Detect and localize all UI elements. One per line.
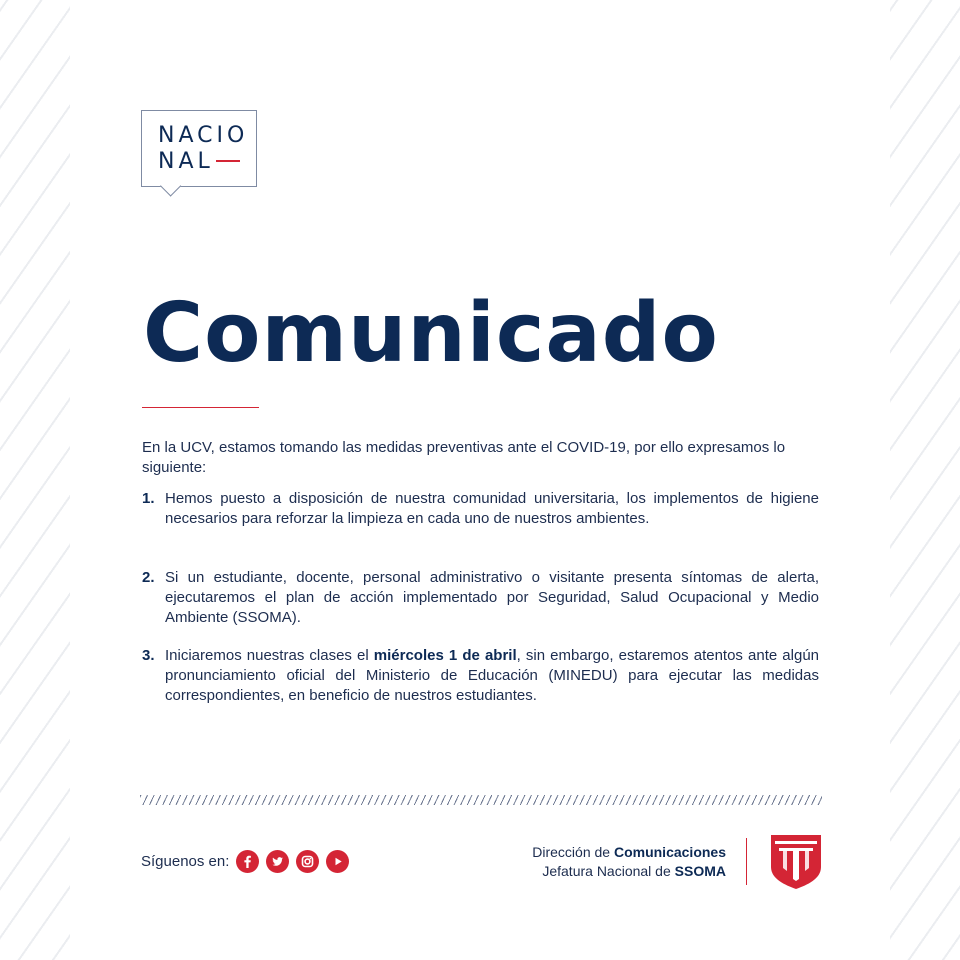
- credit-line-1-bold: Comunicaciones: [613, 844, 726, 860]
- credit-line-1-prefix: Dirección de: [532, 844, 614, 860]
- intro-paragraph: En la UCV, estamos tomando las medidas preventivas ante el COVID-19, por ello expresamos lo siguiente:: [142, 439, 786, 476]
- credit-line-2-bold: SSOMA: [674, 863, 726, 879]
- list-item: [142, 568, 819, 628]
- credit-line-2-prefix: Jefatura Nacional de: [542, 863, 675, 879]
- credit-line-ssoma: [500, 862, 726, 881]
- list-item-date-highlight: miércoles 1 de abril: [373, 647, 517, 664]
- logo-line-1: NACIO: [158, 123, 249, 148]
- list-item-number: 1.: [142, 490, 155, 507]
- facebook-icon[interactable]: [236, 850, 259, 873]
- list-item-text: [165, 646, 819, 706]
- list-item-text: Si un estudiante, docente, personal administrativo o visitante presenta síntomas de alerta, ejecutaremos el plan de acción implementado por Seguridad, Salud Ocupacional y Medio Ambiente (SSOMA).: [165, 569, 819, 626]
- right-pattern-decoration: [890, 0, 960, 960]
- logo-line-2: NAL: [158, 149, 214, 174]
- title-underline: [142, 407, 259, 408]
- twitter-icon[interactable]: [266, 850, 289, 873]
- youtube-icon[interactable]: [326, 850, 349, 873]
- logo-accent-dash: [216, 160, 240, 162]
- instagram-icon[interactable]: [296, 850, 319, 873]
- department-credits: [500, 843, 726, 881]
- list-item-text: Hemos puesto a disposición de nuestra comunidad universitaria, los implementos de higiene necesarios para reforzar la limpieza en cada uno de nuestros ambientes.: [165, 490, 819, 527]
- nacional-logo: [141, 110, 257, 187]
- footer-hatched-divider: [140, 795, 822, 805]
- list-item-number: 3.: [142, 647, 155, 664]
- footer-vertical-divider: [746, 838, 747, 885]
- list-item-number: 2.: [142, 569, 155, 586]
- list-item: [142, 489, 819, 529]
- left-pattern-decoration: [0, 0, 70, 960]
- credit-line-communications: [500, 843, 726, 862]
- ucv-shield-logo: [771, 833, 821, 889]
- list-item-text-start: Iniciaremos nuestras clases el: [165, 647, 374, 664]
- list-item: [142, 646, 819, 706]
- page-title: Comunicado: [143, 286, 719, 381]
- social-follow-bar: [141, 849, 356, 873]
- list-item-text-end: , sin embargo, estaremos atentos ante algún pronunciamiento oficial del Ministerio de Educación (MINEDU) para ejecutar las medidas correspondientes, en beneficio de nuestros estudiantes.: [165, 647, 819, 704]
- follow-label: Síguenos en:: [141, 852, 230, 870]
